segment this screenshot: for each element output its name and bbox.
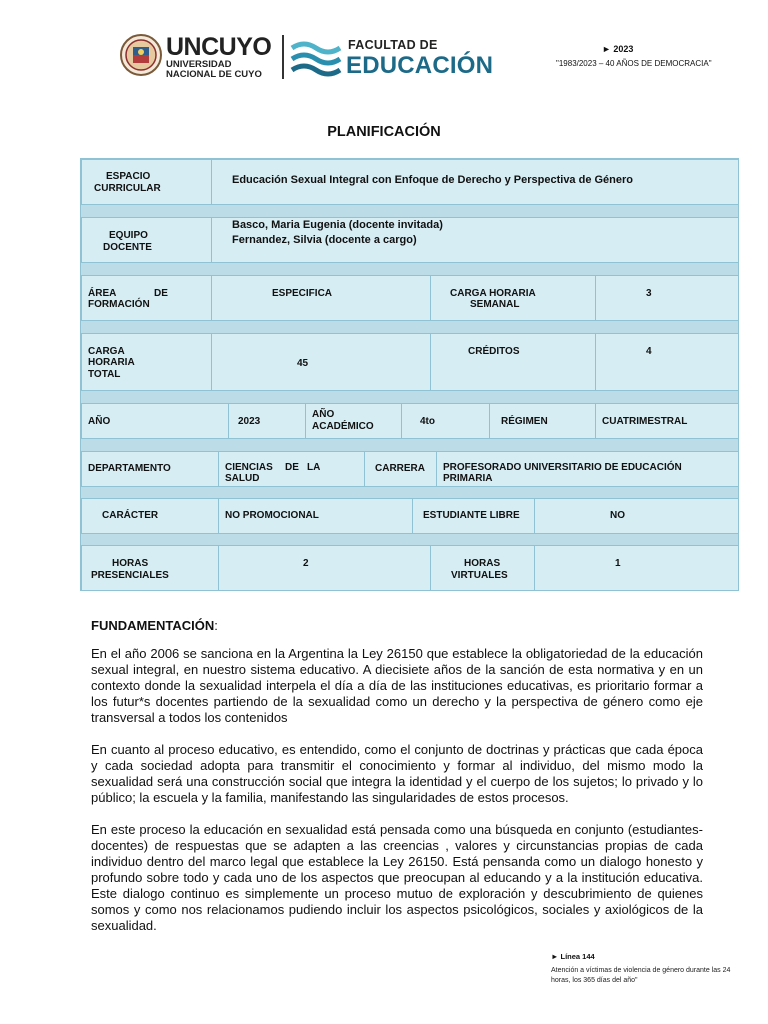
horas-presenciales-value-cell: 2: [218, 545, 431, 591]
democracy-label: "1983/2023 – 40 AÑOS DE DEMOCRACIA": [556, 59, 712, 68]
departamento-value-cell: CIENCIAS DE LA SALUD: [218, 451, 365, 487]
course-info-table: [80, 158, 739, 591]
paragraph-2: En cuanto al proceso educativo, es entendido, como el conjunto de doctrinas y prácticas que cada época y cada sociedad adopta para transmitir el conocimiento y formar al individuo, del mismo modo la sexualidad será una construcción social que integra la identidad y el cuerpo de los sujetos; lo privado y lo público; la escuela y la familia, manifestando las singularidades de estos procesos.: [91, 742, 703, 805]
carga-semanal-value-cell: 3: [595, 275, 739, 321]
equipo-label-cell: EQUIPO DOCENTE: [81, 217, 212, 263]
estudiante-libre-value-cell: NO: [534, 498, 739, 534]
carrera-label-cell: CARRERA: [364, 451, 437, 487]
departamento-label-cell: DEPARTAMENTO: [81, 451, 219, 487]
anio-value-cell: 2023: [228, 403, 306, 439]
regimen-label-cell: RÉGIMEN: [489, 403, 596, 439]
paragraph-3: En este proceso la educación en sexualidad está pensada como una búsqueda en conjunto (estudiantes-docentes) de respuestas que se adapten a las creencias , valores y circunstancias propias de cada individuo dentro del marco legal que establece la Ley 26150. Está pensanda como un dialogo honesto y profundo sobre todo y cada uno de los aspectos que preocupan al educando y a la institución educativa. Este dialogo continuo es simplemente un proceso mutuo de exploración y descubrimiento de quienes somos y como nos relacionamos pudiendo incluir los aspectos psicológicos, sociales y axiológicos de la sexualidad.: [91, 822, 703, 933]
year-label: ► 2023: [602, 44, 634, 54]
helpline-note: Atención a víctimas de violencia de género durante las 24 horas, los 365 días del año": [551, 967, 731, 984]
horas-virtuales-value-cell: 1: [534, 545, 739, 591]
paragraph-1: En el año 2006 se sanciona en la Argentina la Ley 26150 que establece la obligatoriedad de la educación sexual integral, en nuestro sistema educativo. A diecisiete años de la sanción de esta normativa y en un contexto donde la sexualidad interpela el día a día de las instituciones educativas, es prioritario formar a los futur*s docentes partiendo de la sexualidad como un derecho y la perspectiva de género como eje transversal a todos los contenidos: [91, 646, 703, 725]
carga-total-value-cell: 45: [211, 333, 431, 391]
faculty-label: FACULTAD DE: [348, 38, 438, 52]
university-seal-icon: [120, 34, 162, 76]
horas-presenciales-label-cell: HORAS PRESENCIALES: [81, 545, 219, 591]
espacio-value-cell: Educación Sexual Integral con Enfoque de Derecho y Perspectiva de Género: [211, 159, 739, 205]
horas-virtuales-label-cell: HORAS VIRTUALES: [430, 545, 535, 591]
faculty-wave-icon: [290, 38, 342, 78]
carga-semanal-label-cell: CARGA HORARIA SEMANAL: [430, 275, 596, 321]
creditos-value-cell: 4: [595, 333, 739, 391]
area-value-cell: ESPECIFICA: [211, 275, 431, 321]
anio-academico-label-cell: AÑO ACADÉMICO: [305, 403, 402, 439]
university-name: UNCUYO: [166, 33, 272, 61]
carrera-value-cell: PROFESORADO UNIVERSITARIO DE EDUCACIÓN PRIMARIA: [436, 451, 739, 487]
creditos-label-cell: CRÉDITOS: [430, 333, 596, 391]
regimen-value-cell: CUATRIMESTRAL: [595, 403, 739, 439]
carga-total-label-cell: CARGA HORARIA TOTAL: [81, 333, 212, 391]
header-divider: [282, 35, 284, 79]
espacio-label-cell: ESPACIO CURRICULAR: [81, 159, 212, 205]
equipo-value-cell: Basco, Maria Eugenia (docente invitada) Fernandez, Silvia (docente a cargo): [211, 217, 739, 263]
anio-label-cell: AÑO: [81, 403, 229, 439]
uncuyo-logo: [120, 34, 270, 82]
faculty-name: EDUCACIÓN: [346, 52, 494, 79]
anio-academico-value-cell: 4to: [401, 403, 490, 439]
caracter-label-cell: CARÁCTER: [81, 498, 219, 534]
section-title-fundamentacion: FUNDAMENTACIÓN:: [91, 618, 218, 633]
university-subtitle: UNIVERSIDAD NACIONAL DE CUYO: [166, 59, 262, 80]
estudiante-libre-label-cell: ESTUDIANTE LIBRE: [412, 498, 535, 534]
helpline-label: ► Línea 144: [551, 952, 595, 961]
area-label-cell: ÁREA DE FORMACIÓN: [81, 275, 212, 321]
page-title: PLANIFICACIÓN: [327, 124, 441, 140]
caracter-value-cell: NO PROMOCIONAL: [218, 498, 413, 534]
